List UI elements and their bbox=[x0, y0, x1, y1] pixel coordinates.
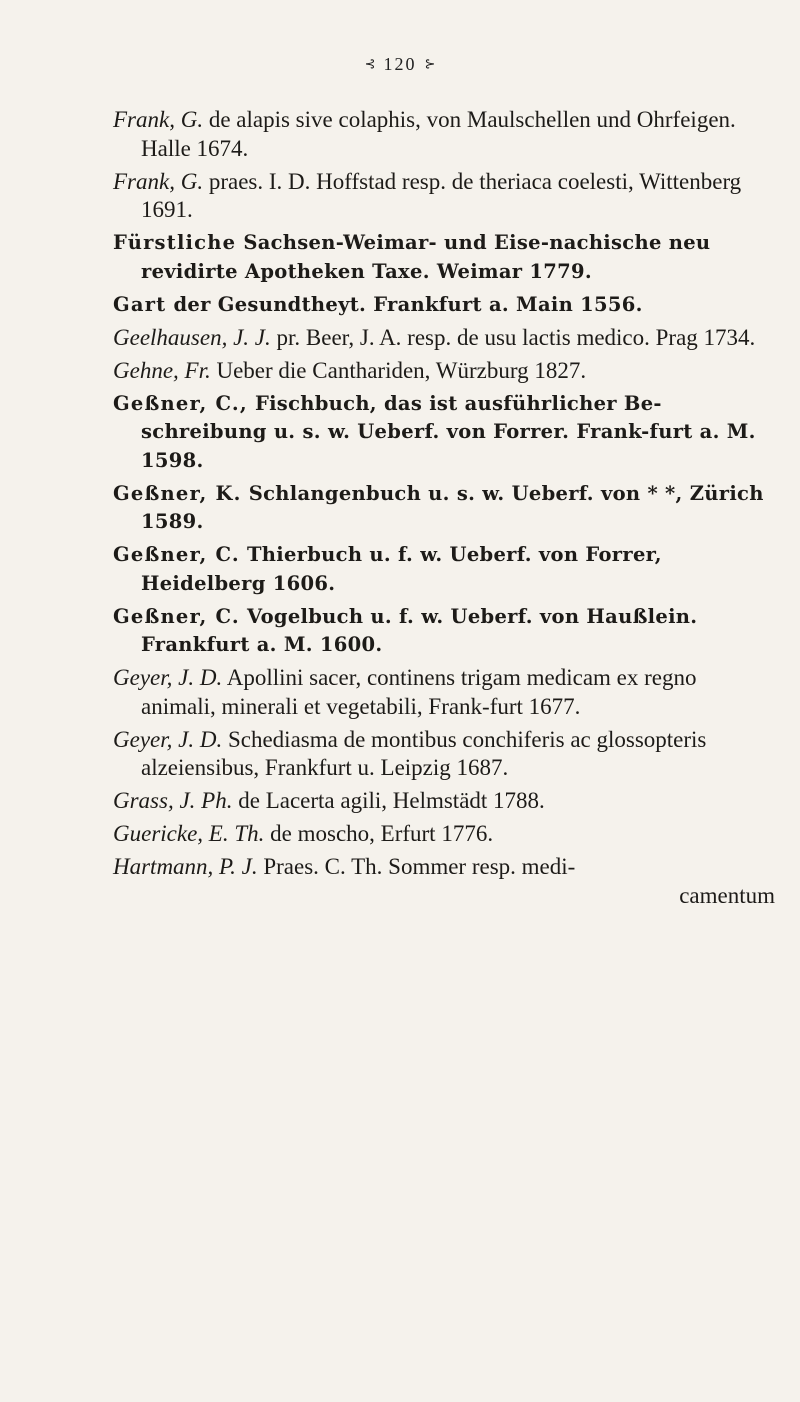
entry-text: Schlangenbuch u. s. w. Ueberf. von * *, Zürich 1589. bbox=[141, 481, 764, 533]
entry-author: Gart bbox=[113, 292, 167, 316]
entry-author: Frank, G. bbox=[113, 107, 204, 132]
right-ornament: ⊱ bbox=[424, 56, 436, 71]
bibliography-list bbox=[113, 106, 775, 915]
entry-text: Schediasma de montibus conchiferis ac glossopteris alzeiensibus, Frankfurt u. Leipzig 1687. bbox=[141, 726, 707, 780]
entry-author: Geßner, C. bbox=[113, 604, 240, 628]
bibliography-entry bbox=[113, 726, 775, 783]
entry-text: Fischbuch, das ist ausführlicher Be-schreibung u. s. w. Ueberf. von Forrer. Frank-furt a. M. 1598. bbox=[141, 391, 756, 472]
bibliography-entry bbox=[113, 390, 775, 476]
bibliography-entry bbox=[113, 853, 775, 910]
entry-text: praes. I. D. Hoffstad resp. de theriaca coelesti, Wittenberg 1691. bbox=[141, 168, 742, 222]
bibliography-entry bbox=[113, 168, 775, 225]
entry-text: Praes. C. Th. Sommer resp. medi- bbox=[263, 854, 576, 879]
bibliography-entry bbox=[113, 603, 775, 660]
entry-text: de alapis sive colaphis, von Maulschellen und Ohrfeigen. Halle 1674. bbox=[141, 107, 736, 161]
entry-author: Gehne, Fr. bbox=[113, 357, 211, 383]
bibliography-entry bbox=[113, 229, 775, 286]
bibliography-entry bbox=[113, 357, 775, 386]
entry-text: Vogelbuch u. f. w. Ueberf. von Haußlein. Frankfurt a. M. 1600. bbox=[141, 604, 698, 656]
left-ornament: ⊰ bbox=[364, 56, 376, 71]
entry-author: Geyer, J. D. bbox=[113, 726, 223, 752]
entry-author: Hartmann, P. J. bbox=[113, 854, 258, 879]
bibliography-entry bbox=[113, 820, 775, 849]
entry-text: der Gesundtheyt. Frankfurt a. Main 1556. bbox=[173, 292, 643, 316]
bibliography-entry bbox=[113, 106, 775, 163]
bibliography-entry bbox=[113, 664, 775, 721]
page-header bbox=[0, 54, 800, 75]
bibliography-entry bbox=[113, 480, 775, 537]
entry-author: Fürstliche bbox=[113, 231, 237, 254]
entry-text-continuation: camentum bbox=[679, 882, 775, 908]
entry-author: Geßner, C. bbox=[113, 543, 240, 566]
bibliography-entry bbox=[113, 541, 775, 598]
entry-text: de moscho, Erfurt 1776. bbox=[270, 821, 494, 846]
entry-author: Geßner, K. bbox=[113, 481, 242, 505]
entry-text: de Lacerta agili, Helmstädt 1788. bbox=[238, 788, 545, 813]
entry-author: Geelhausen, J. J. bbox=[113, 324, 271, 350]
entry-author: Guericke, E. Th. bbox=[113, 821, 265, 846]
entry-text: Ueber die Canthariden, Würzburg 1827. bbox=[216, 357, 587, 383]
entry-text: pr. Beer, J. A. resp. de usu lactis medico. Prag 1734. bbox=[276, 324, 756, 350]
entry-text: Thierbuch u. f. w. Ueberf. von Forrer, Heidelberg 1606. bbox=[141, 543, 662, 595]
entry-author: Geßner, C., bbox=[113, 391, 248, 415]
bibliography-entry bbox=[113, 324, 775, 353]
entry-author: Geyer, J. D. bbox=[113, 665, 223, 690]
entry-author: Grass, J. Ph. bbox=[113, 788, 233, 813]
page-number: 120 bbox=[383, 54, 417, 74]
entry-author: Frank, G. bbox=[113, 168, 204, 194]
bibliography-entry bbox=[113, 291, 775, 320]
entry-text: Sachsen-Weimar- und Eise-nachische neu revidirte Apotheken Taxe. Weimar 1779. bbox=[141, 231, 711, 283]
bibliography-entry bbox=[113, 787, 775, 816]
entry-text: Apollini sacer, continens trigam medicam ex regno animali, minerali et vegetabili, Frank-furt 1677. bbox=[141, 665, 697, 719]
